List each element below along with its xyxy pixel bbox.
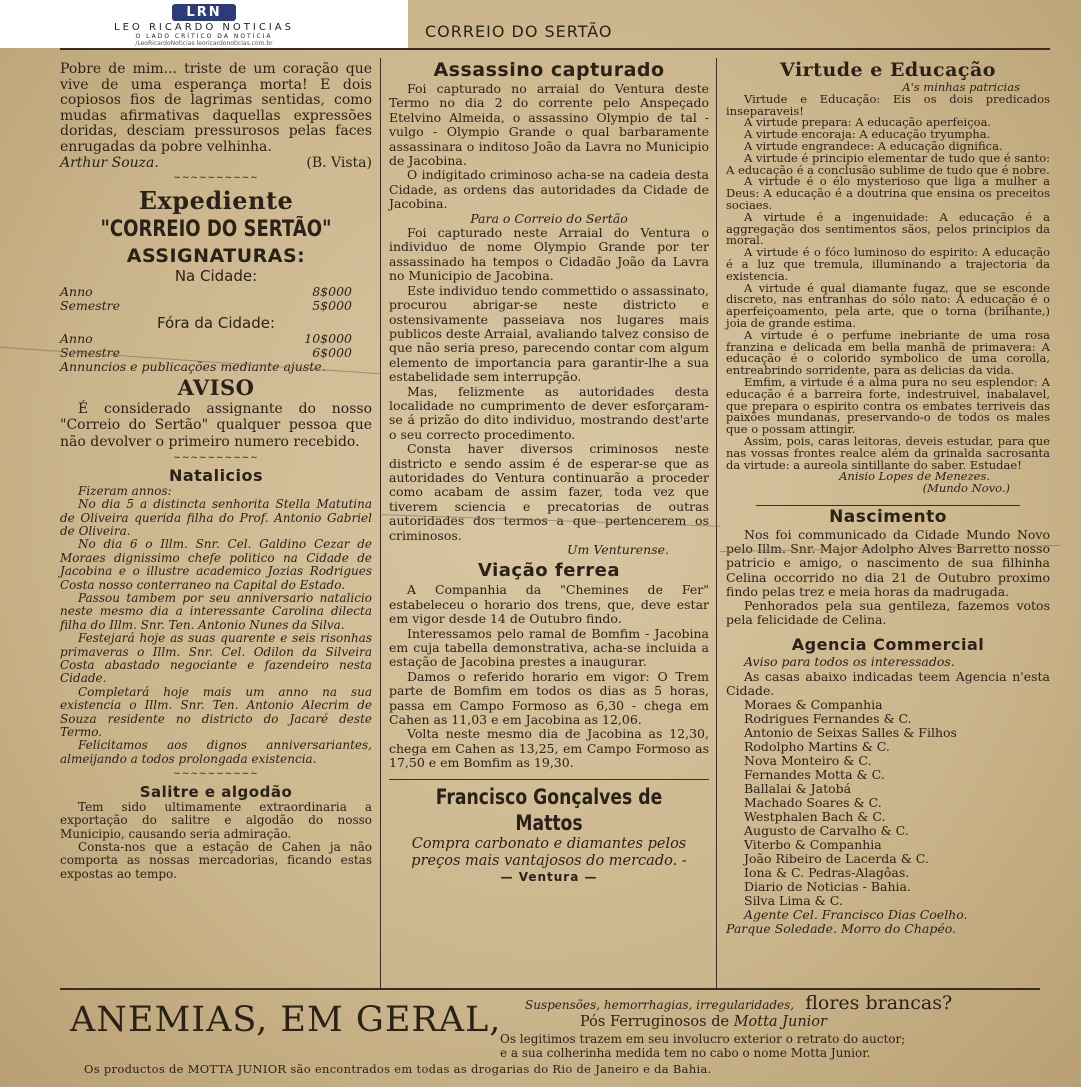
price-row-anno-city [60, 285, 372, 299]
mattos-place-name: Ventura [518, 869, 580, 884]
virtude-paragraph: A virtude é o perfume inebriante de uma rosa franzina e delicada em bella manhã de primavera: A educação é o colorido symbolico de uma corolla, entreabrindo sorridente, para as delicias da vida. [726, 327, 1050, 378]
natalicios-paragraph: No dia 6 o Illm. Snr. Cel. Galdino Cezar de Moraes dignissimo chefe politico na Cidade de Jacobina e o illustre academico Jozias Rodrigues Costa nosso conterraneo na Capital do Estado. [60, 537, 372, 592]
ad-brand: Motta Junior [733, 1014, 827, 1030]
agencia-list-item: Ballalai & Jatobá [744, 780, 852, 796]
viacao-paragraph: Volta neste mesmo dia de Jacobina as 12,30, chega em Cahen as 13,25, em Campo Formoso as 17,50 e em Bomfim as 19,30. [389, 726, 709, 771]
agencia-list-item: Iona & C. Pedras-Alagôas. [744, 864, 910, 880]
assignaturas-title: ASSIGNATURAS: [126, 244, 306, 267]
salitre-title: Salitre e algodão [139, 782, 293, 801]
agencia-list-item: Westphalen Bach & C. [744, 808, 886, 824]
virtude-paragraph: A virtude é qual diamante fugaz, que se esconde discreto, nas entranhas do sólo nato: A educação é o aperfeiçoamento, pela arte, que o torna (brilhante,) joia de grande estima. [726, 280, 1050, 330]
natalicios-intro: Fizeram annos: [78, 483, 172, 498]
na-cidade-heading: Na Cidade: [174, 266, 258, 285]
mattos-place: — Ventura — [500, 869, 598, 884]
agencia-agent: Agente Cel. Francisco Dias Coelho. [744, 906, 968, 922]
assassino-paragraph: O indigitado criminoso acha-se na cadeia desta Cidade, as ordens das autoridades da Cidade de Jacobina. [389, 167, 709, 212]
assassino-title: Assassino capturado [433, 59, 665, 81]
virtude-author: Anisio Lopes de Menezes. [839, 469, 990, 484]
viacao-paragraph: A Companhia da "Chemines de Fer" estabeleceu o horario dos trens, que, deve estar em vigor desde 14 de Outubro findo. [389, 582, 709, 627]
anno-out-price: 10$000 [304, 330, 352, 346]
fora-cidade-heading: Fóra da Cidade: [156, 313, 276, 332]
virtude-paragraph: Virtude e Educação: Eis os dois predicados inseparaveis! [726, 91, 1050, 118]
virtude-paragraph: A virtude prepara: A educação aperfeiçoa. [744, 115, 992, 130]
agencia-list-item: Viterbo & Companhia [744, 836, 882, 852]
natalicios-paragraph: No dia 5 a distincta senhorita Stella Matutina de Oliveira querida filha do Prof. Antonio Gabriel de Oliveira. [60, 497, 372, 538]
ornament-divider: ~~~~~~~~~~ [173, 173, 259, 184]
agencia-list-item: Fernandes Motta & C. [744, 766, 885, 782]
natalicios-title: Natalicios [168, 465, 264, 485]
agencia-list-item: Rodrigues Fernandes & C. [744, 710, 912, 726]
ad-product-line [580, 1014, 827, 1030]
virtude-paragraph: A virtude é principio elementar de tudo que é santo: A educação é a conclusão sublime de tudo que é nobre. [726, 150, 1050, 177]
viacao-paragraph: Interessamos pelo ramal de Bomfim - Jacobina em cuja tabella demonstrativa, acha-se incluida a estação de Jacobina prestes a inaugurar. [389, 625, 709, 670]
agencia-list [726, 698, 1050, 908]
agencia-list-item: Silva Lima & C. [744, 892, 843, 908]
expediente-title: Expediente [138, 185, 294, 215]
poem-place: (B. Vista) [306, 155, 372, 171]
site-logo-links: /LeoRicardoNoticias leoricardonoticias.com.br [135, 40, 273, 47]
ornament-divider-2: ~~~~~~~~~~ [173, 453, 259, 464]
site-logo-tagline: O LADO CRÍTICO DA NOTÍCIA [135, 33, 273, 40]
site-logo-banner[interactable] [0, 0, 408, 48]
agencia-list-item: Augusto de Carvalho & C. [744, 822, 909, 838]
virtude-paragraph: Emfim, a virtude é a alma pura no seu esplendor: A educação é a barreira forte, indestruivel, inabalavel, que prepara o espirito contra os embates terriveis das paixões mundanas, preservando-o de todos os males que o possam attingir. [726, 374, 1050, 437]
virtude-place: (Mundo Novo.) [922, 481, 1010, 496]
top-rule [60, 48, 1050, 50]
agencia-list-item: Machado Soares & C. [744, 794, 882, 810]
column-2 [389, 58, 709, 884]
assassino-paragraph: Foi capturado no arraial do Ventura deste Termo no dia 2 do corrente pelo Anspeçado Etelvino Almeida, o assassino Olympio de tal - vulgo - Olympio Grande o qual barbaramente assassinara o inditoso João da Lavra no Municipio de Jacobina. [389, 81, 709, 169]
column-1 [60, 62, 372, 881]
price-row-anno-out [60, 332, 372, 346]
paper-name: "CORREIO DO SERTÃO" [100, 216, 332, 242]
correio-signature: Um Venturense. [567, 542, 669, 557]
agencia-list-item: João Ribeiro de Lacerda & C. [744, 850, 929, 866]
nascimento-title: Nascimento [829, 506, 947, 527]
ad-flores: flores brancas? [805, 992, 953, 1014]
ad-symptoms-line [525, 992, 952, 1014]
masthead: CORREIO DO SERTÃO [425, 22, 613, 41]
para-correio-heading: Para o Correio do Sertão [470, 210, 628, 226]
aviso-title: AVISO [177, 374, 255, 400]
virtude-paragraph: A virtude é o fóco luminoso do espirito: A educação é a luz que tremula, illuminando a trajectoria da existencia. [726, 245, 1050, 283]
anno-label-out: Anno [60, 330, 93, 346]
agencia-list-item: Diario de Noticias - Bahia. [744, 878, 911, 894]
poem-author: Arthur Souza. [60, 155, 159, 171]
natalicios-paragraph: Festejará hoje as suas quarente e seis risonhas primaveras o Illm. Snr. Cel. Odilon da Silveira Costa abastado negociante e fazendeiro nesta Cidade. [60, 631, 372, 686]
agencia-list-item: Rodolpho Martins & C. [744, 738, 890, 754]
virtude-title: Virtude e Educação [780, 59, 996, 81]
ad-line-1: Os legitimos trazem em seu involucro exterior o retrato do auctor; [500, 1032, 906, 1046]
agencia-address: Parque Soledade. Morro do Chapéo. [726, 920, 957, 936]
column-divider-2 [716, 58, 717, 988]
price-row-semestre-city [60, 299, 372, 313]
virtude-paragraph: A virtude é a ingenuidade: A educação é a aggregação dos sentimentos sãos, pelos principios da moral. [726, 209, 1050, 248]
ad-pos: Pós Ferruginosos de [580, 1014, 730, 1030]
site-logo-name: LEO RICARDO NOTICIAS [114, 22, 294, 33]
viacao-paragraph: Damos o referido horario em vigor: O Trem parte de Bomfim em todos os dias as 5 horas, passa em Campo Formoso as 6,30 - chega em Cahen as 11,03 e em Jacobina as 12,06. [389, 668, 709, 728]
natalicios-paragraph: Passou tambem por seu anniversario natalicio neste mesmo dia a interessante Carolina dilecta filha do Illm. Snr. Ten. Antonio Nunes da Silva. [60, 591, 372, 632]
salitre-paragraph: Consta-nos que a estação de Cahen ja não comporta as nossas mercadorias, ficando estas expostas ao tempo. [60, 839, 372, 881]
semestre-label: Semestre [60, 298, 121, 314]
agencia-subtitle: Aviso para todos os interessados. [744, 654, 955, 670]
correio-paragraph: Foi capturado neste Arraial do Ventura o individuo de nome Olympio Grande por ter assassinado ha tempos o Cidadão João da Lavra no Municipio de Jacobina. [389, 225, 709, 284]
column-3 [726, 58, 1050, 936]
virtude-paragraph: A virtude encoraja: A educação tryumpha. [744, 127, 991, 142]
virtude-paragraph: A virtude engrandece: A educação dignifica. [744, 138, 1003, 153]
advertisement-band [60, 988, 1040, 1080]
poem-ending: Pobre de mim... triste de um coração que vive de uma esperança morta! E dois copiosos fios de lagrimas sentidas, como mudas afirmativas daquellas expressões doridas, desciam pressurosos pelas faces enrugadas da pobre velhinha. [60, 61, 372, 155]
agencia-list-item: Antonio de Seixas Salles & Filhos [744, 724, 957, 740]
correio-paragraph: Este individuo tendo commettido o assassinato, procurou abrigar-se neste districto e ostensivamente passeiava nos lugares mais publicos deste Arraial, avaliando talvez consiso de que não seria preso, parecendo contar com algum elemento de importancia para garantir-lhe a sua estabelidade sem interrupção. [389, 282, 709, 385]
agencia-title: Agencia Commercial [791, 635, 985, 655]
ad-box-rule [389, 779, 709, 780]
site-logo-mark: LRN [172, 4, 235, 21]
anno-label: Anno [60, 283, 93, 299]
poem-signature [60, 156, 372, 170]
semestre-label-out: Semestre [60, 345, 121, 361]
viacao-title: Viação ferrea [477, 560, 621, 582]
mattos-title: Francisco Gonçalves de Mattos [435, 784, 663, 835]
aviso-text: É considerado assignante do nosso "Correio do Sertão" qualquer pessoa que não devolver o primeiro numero recebido. [60, 400, 372, 450]
agencia-intro: As casas abaixo indicadas teem Agencia n'esta Cidade. [726, 668, 1050, 698]
correio-paragraph: Consta haver diversos criminosos neste districto e sendo assim é de esperar-se que as autoridades do Ventura continuarão a proceder como acabam de assim fazer, toda vez que tiverem sciencia e precatorias de outras autoridades dos termos a que pertencerem os criminosos. [389, 441, 709, 543]
nascimento-paragraph: Penhorados pela sua gentileza, fazemos votos pela felicidade de Celina. [726, 597, 1050, 628]
nascimento-paragraph: Nos foi communicado da Cidade Mundo Novo pelo Illm. Snr. Major Adolpho Alves Barretto nosso patricio e amigo, o nascimento de sua filhinha Celina occorrido no dia 21 de Outubro proximo findo pelas trez e meia horas da madrugada. [726, 526, 1050, 599]
semestre-city-price: 5$000 [312, 298, 352, 314]
natalicios-paragraph: Felicitamos aos dignos anniversariantes, almeijando a todos prolongada existencia. [60, 738, 372, 766]
virtude-paragraph: A virtude é o élo mysterioso que liga a mulher a Deus: A educação é a doutrina que ensina os preceitos sociaes. [726, 174, 1050, 212]
semestre-out-price: 6$000 [312, 345, 352, 361]
virtude-paragraph: Assim, pois, caras leitoras, deveis estudar, para que nas vossas frontes realce além da grinalda sacrosanta da virtude: a aureola sintillante do saber. Estudae! [726, 433, 1050, 472]
ad-line-3: Os productos de MOTTA JUNIOR são encontrados em todas as drogarias do Rio de Janeiro e da Bahia. [84, 1062, 712, 1076]
natalicios-paragraph: Completará hoje mais um anno na sua existencia o Illm. Snr. Ten. Antonio Alecrim de Souza residente no districto do Jacaré deste Termo. [60, 684, 372, 740]
ad-line-2: e a sua colherinha medida tem no cabo o nome Motta Junior. [500, 1046, 871, 1060]
ad-symptoms: Suspensões, hemorrhagias, irregularidades, [525, 998, 795, 1012]
mattos-text: Compra carbonato e diamantes pelos preços mais vantajosos do mercado. - [411, 835, 687, 869]
column-divider-1 [380, 58, 381, 988]
anno-city-price: 8$000 [312, 283, 352, 299]
agencia-list-item: Nova Monteiro & C. [744, 752, 872, 768]
ornament-divider-3: ~~~~~~~~~~ [173, 769, 259, 780]
salitre-paragraph: Tem sido ultimamente extraordinaria a exportação do salitre e algodão do nosso Municipio, causando seria admiração. [60, 799, 372, 841]
correio-paragraph: Mas, felizmente as autoridades desta localidade no cumprimento de dever esforçaram-se á prizão do dito individuo, mostrando dest'arte o seu correcto procedimento. [389, 383, 709, 442]
annuncios-note: Annuncios e publicações mediante ajuste. [60, 359, 326, 375]
ad-headline: ANEMIAS, EM GERAL, [70, 1000, 502, 1040]
agencia-list-item: Moraes & Companhia [744, 696, 883, 712]
virtude-dedication: A's minhas patricias [902, 80, 1020, 94]
